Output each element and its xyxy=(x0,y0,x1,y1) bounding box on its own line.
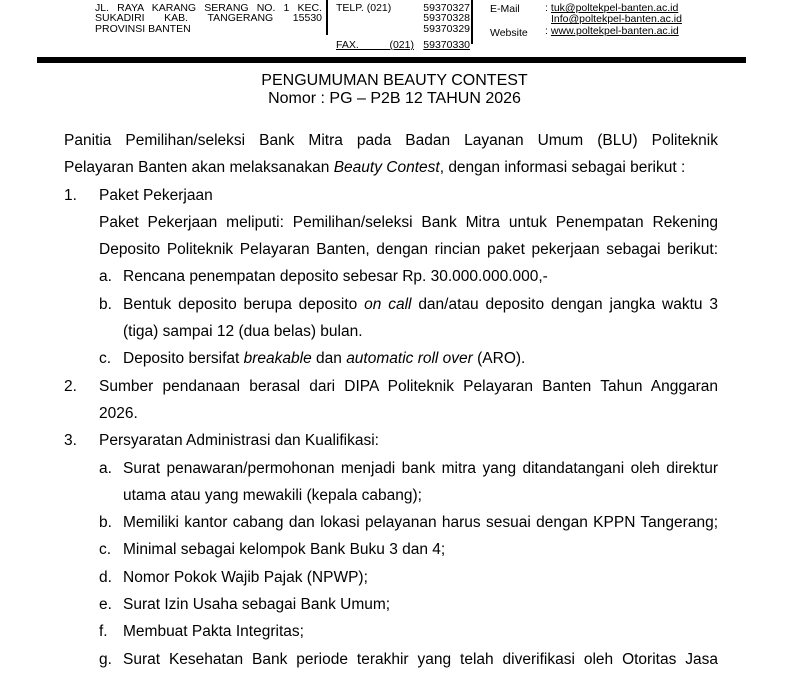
list-item-1-body-line: Deposito Politeknik Pelayaran Banten, dengan rincian paket pekerjaan sebagai berikut: xyxy=(99,241,718,259)
sub-item-letter: c. xyxy=(99,541,112,559)
sub-item-letter: b. xyxy=(99,295,112,313)
website-link[interactable]: www.poltekpel-banten.ac.id xyxy=(550,25,679,37)
sub-item-letter: f. xyxy=(99,623,108,641)
letterhead-address xyxy=(95,3,322,34)
list-item-3 xyxy=(64,427,718,454)
sub-item-letter: d. xyxy=(99,568,112,586)
letterhead-rule xyxy=(37,57,746,63)
list-item-title: Paket Pekerjaan xyxy=(99,186,213,204)
sub-item-3g xyxy=(99,646,718,673)
sub-item-text: Deposito bersifat breakable dan automatic roll over (ARO). xyxy=(123,350,526,368)
sub-item-letter: a. xyxy=(99,268,112,286)
email-link-secondary[interactable]: Info@poltekpel-banten.ac.id xyxy=(551,13,682,25)
list-number: 3. xyxy=(64,432,77,450)
document-title: PENGUMUMAN BEAUTY CONTEST xyxy=(261,72,528,89)
sub-item-1a xyxy=(99,263,718,290)
list-item-text: Sumber pendanaan berasal dari DIPA Politeknik Pelayaran Banten Tahun Anggaran xyxy=(99,377,718,395)
sub-item-text: Rencana penempatan deposito sebesar Rp. 30.000.000.000,- xyxy=(123,268,548,286)
email-line-1 xyxy=(545,3,678,13)
intro-line-2: Pelayaran Banten akan melaksanakan Beauty Contest, dengan informasi sebagai berikut : xyxy=(64,159,686,177)
fax-number: 59370330 xyxy=(423,39,470,51)
sub-item-text: Memiliki kantor cabang dan lokasi pelayanan harus sesuai dengan KPPN Tangerang; xyxy=(123,514,718,532)
sub-item-text: Surat Kesehatan Bank periode terakhir yang telah diverifikasi oleh Otoritas Jasa xyxy=(123,650,718,668)
sub-item-letter: c. xyxy=(99,350,112,368)
sub-item-letter: b. xyxy=(99,514,112,532)
list-item-2-continuation: 2026. xyxy=(99,404,138,422)
sub-item-3c xyxy=(99,536,718,563)
telp-number: 59370329 xyxy=(423,22,470,35)
sub-item-letter: a. xyxy=(99,459,112,477)
list-number: 1. xyxy=(64,186,77,204)
intro-line-1: Panitia Pemilihan/seleksi Bank Mitra pada Badan Layanan Umum (BLU) Politeknik xyxy=(64,132,718,149)
sub-item-1b-continuation: (tiga) sampai 12 (dua belas) bulan. xyxy=(123,323,363,341)
letterhead-vertical-divider xyxy=(471,0,473,44)
sub-item-3a-continuation: utama atau yang mewakili (kepala cabang); xyxy=(123,486,422,504)
sub-item-3b xyxy=(99,509,718,536)
sub-item-text: Surat penawaran/permohonan menjadi bank mitra yang ditandatangani oleh direktur xyxy=(123,459,718,477)
list-item-1 xyxy=(64,182,718,209)
telp-number: 59370327 xyxy=(423,2,470,14)
address-line: SUKADIRI KAB. TANGERANG 15530 xyxy=(95,12,322,25)
sub-item-3e xyxy=(99,591,718,618)
email-line-2 xyxy=(551,14,682,24)
sub-item-1c xyxy=(99,345,718,372)
sub-item-3a xyxy=(99,455,718,482)
fax-label: FAX. (021) xyxy=(336,39,414,51)
document-body xyxy=(64,127,718,673)
sub-item-text: Nomor Pokok Wajib Pajak (NPWP); xyxy=(123,568,368,586)
email-link-primary[interactable]: tuk@poltekpel-banten.ac.id xyxy=(550,2,679,14)
sub-item-1b xyxy=(99,291,718,318)
email-label: E-Mail xyxy=(490,3,520,15)
sub-item-text: Surat Izin Usaha sebagai Bank Umum; xyxy=(123,596,391,614)
sub-item-letter: e. xyxy=(99,596,112,614)
sub-item-3d xyxy=(99,564,718,591)
document-number: Nomor : PG – P2B 12 TAHUN 2026 xyxy=(268,89,521,107)
sub-item-letter: g. xyxy=(99,650,112,668)
telp-label: TELP. (021) xyxy=(336,2,392,14)
telp-numbers xyxy=(404,3,470,34)
address-line: JL. RAYA KARANG SERANG NO. 1 KEC. xyxy=(95,2,322,14)
telp-number: 59370328 xyxy=(423,12,470,25)
address-line: PROVINSI BANTEN xyxy=(95,22,191,35)
letterhead-vertical-divider xyxy=(326,0,328,35)
list-item-title: Persyaratan Administrasi dan Kualifikasi: xyxy=(99,432,379,450)
sub-item-text: Minimal sebagai kelompok Bank Buku 3 dan 4; xyxy=(123,541,446,559)
colon-separator: : xyxy=(545,25,548,37)
sub-item-text: Membuat Pakta Integritas; xyxy=(123,623,304,641)
sub-item-3f xyxy=(99,618,718,645)
website-label: Website xyxy=(490,27,528,39)
website-line xyxy=(545,26,679,36)
colon-separator: : xyxy=(545,2,548,14)
document-title-block xyxy=(0,72,789,107)
list-number: 2. xyxy=(64,377,77,395)
sub-item-text: Bentuk deposito berupa deposito on call dan/atau deposito dengan jangka waktu 3 xyxy=(123,295,718,313)
list-item-2 xyxy=(64,373,718,400)
list-item-1-body-line: Paket Pekerjaan meliputi: Pemilihan/seleksi Bank Mitra untuk Penempatan Rekening xyxy=(99,213,718,231)
